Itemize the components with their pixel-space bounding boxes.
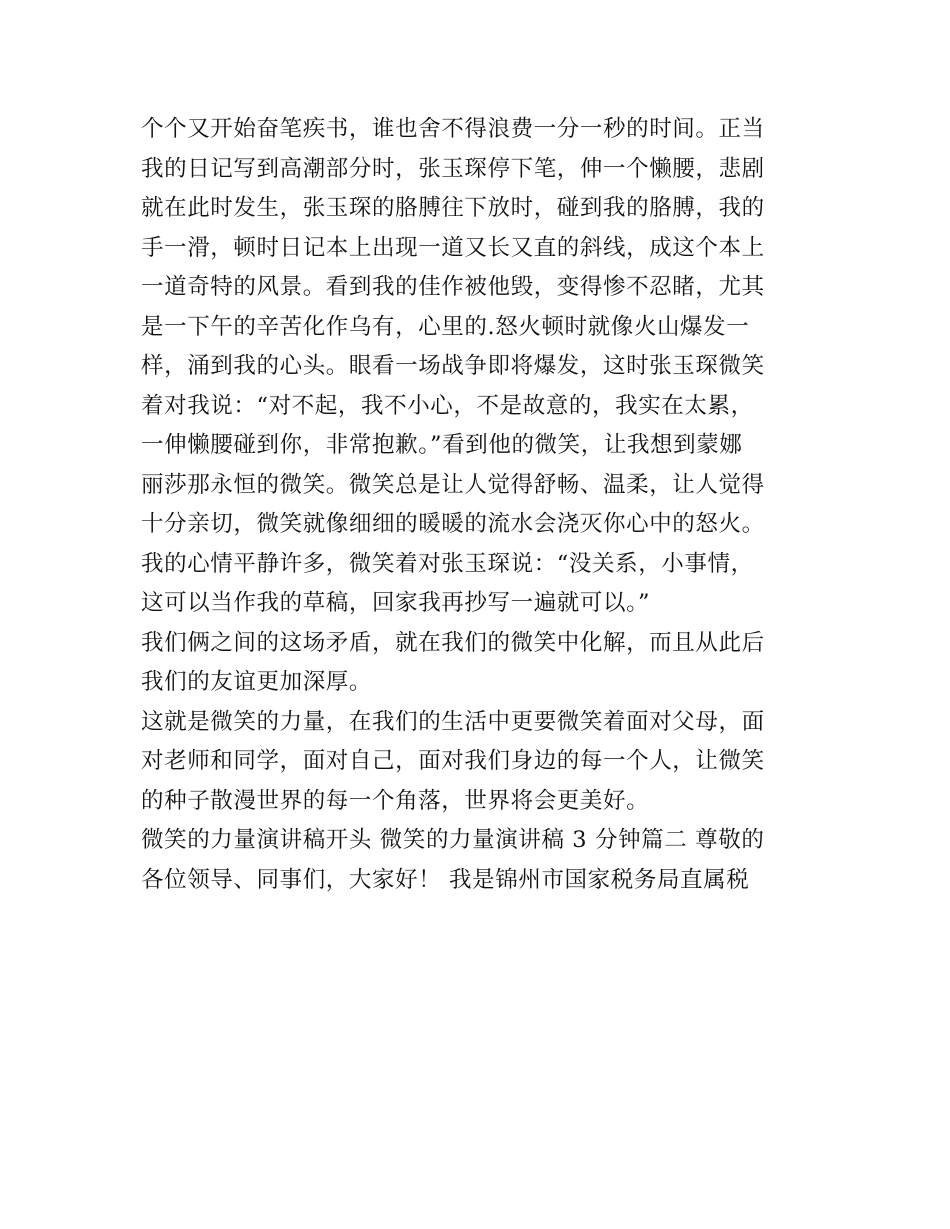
body-text xyxy=(141,110,821,900)
text-line: 着对我说：“对不起，我不小心，不是故意的，我实在太累， xyxy=(141,392,754,419)
text-line: 个个又开始奋笔疾书，谁也舍不得浪费一分一秒的时间。正当 xyxy=(141,116,765,142)
text-line: 样，涌到我的心头。眼看一场战争即将爆发，这时张玉琛微笑 xyxy=(141,353,765,379)
text-line: 我的心情平静许多，微笑着对张玉琛说：“没关系，小事情， xyxy=(141,550,754,577)
text-line: 对老师和同学，面对自己，面对我们身边的每一个人，让微笑 xyxy=(141,748,765,774)
text-line: 这就是微笑的力量，在我们的生活中更要微笑着面对父母，面 xyxy=(141,708,765,735)
text-line: 微笑的力量演讲稿开头 微笑的力量演讲稿 3 分钟篇二 尊敬的 xyxy=(141,827,765,853)
text-line: 一道奇特的风景。看到我的佳作被他毁，变得惨不忍睹，尤其 xyxy=(141,274,765,300)
text-line: 就在此时发生，张玉琛的胳膊往下放时，碰到我的胳膊，我的 xyxy=(141,195,765,221)
text-line: 是一下午的辛苦化作乌有，心里的.怒火顿时就像火山爆发一 xyxy=(141,313,750,340)
text-line: 我们的友谊更加深厚。 xyxy=(141,669,373,695)
text-line: 各位领导、同事们，大家好！ 我是锦州市国家税务局直属税 xyxy=(141,866,750,893)
text-line: 丽莎那永恒的微笑。微笑总是让人觉得舒畅、温柔，让人觉得 xyxy=(141,471,765,498)
text-line: 我的日记写到高潮部分时，张玉琛停下笔，伸一个懒腰，悲剧 xyxy=(141,155,765,182)
text-line: 手一滑，顿时日记本上出现一道又长又直的斜线，成这个本上 xyxy=(141,234,765,261)
text-line: 十分亲切，微笑就像细细的暖暖的流水会浇灭你心中的怒火。 xyxy=(141,511,765,537)
text-line: 我们俩之间的这场矛盾，就在我们的微笑中化解，而且从此后 xyxy=(141,629,765,656)
text-line: 一伸懒腰碰到你，非常抱歉。”看到他的微笑，让我想到蒙娜 xyxy=(141,432,743,458)
text-line: 的种子散漫世界的每一个角落，世界将会更美好。 xyxy=(141,787,650,814)
text-line: 这可以当作我的草稿，回家我再抄写一遍就可以。” xyxy=(141,590,651,616)
